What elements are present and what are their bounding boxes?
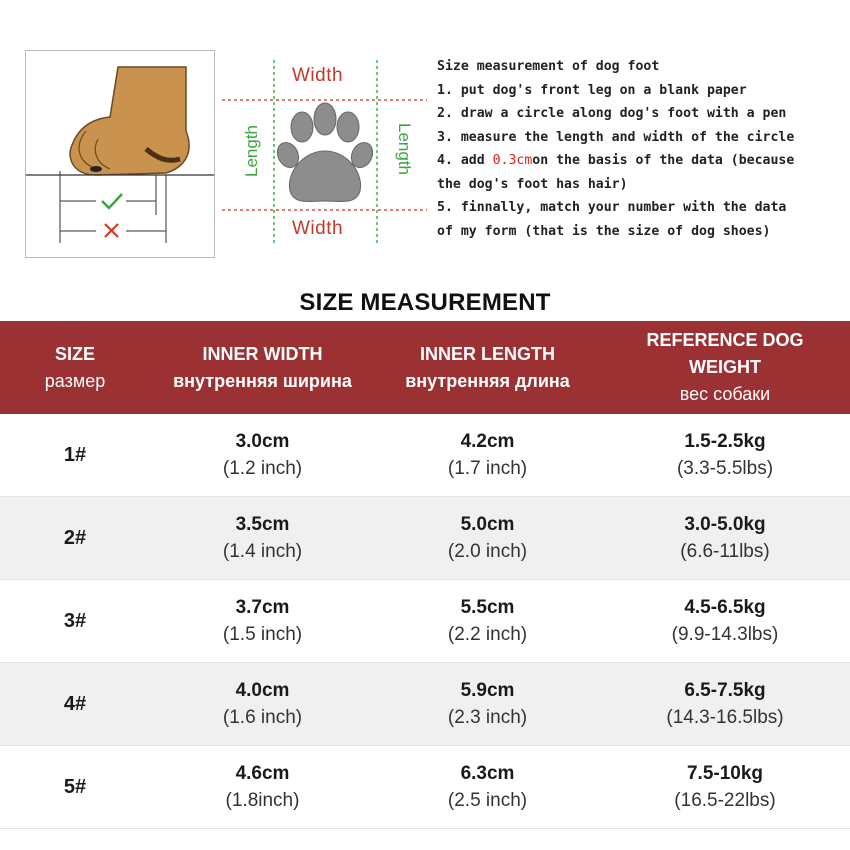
table-row — [0, 497, 850, 580]
weight-cell — [600, 594, 850, 648]
instructions-heading: Size measurement of dog foot — [437, 59, 660, 74]
weight-kg: 6.5-7.5kg — [684, 680, 766, 701]
weight-cell — [600, 428, 850, 482]
instruction-step: of my form (that is the size of dog shoes) — [437, 223, 771, 239]
weight-cell — [600, 511, 850, 565]
width-inch: (1.4 inch) — [222, 541, 303, 562]
width-label-top: Width — [292, 65, 344, 86]
size-cell: 4# — [63, 692, 87, 715]
length-cm: 5.5cm — [460, 597, 515, 618]
weight-lbs: (9.9-14.3lbs) — [671, 624, 779, 645]
weight-kg: 1.5-2.5kg — [684, 431, 766, 452]
weight-lbs: (16.5-22lbs) — [674, 790, 776, 811]
size-table — [0, 321, 850, 829]
weight-kg: 7.5-10kg — [686, 763, 764, 784]
header-width — [150, 341, 375, 395]
instruction-step: 1. put dog's front leg on a blank paper — [437, 82, 747, 98]
length-cm: 5.0cm — [460, 514, 515, 535]
header-length-en: INNER LENGTH — [420, 343, 555, 364]
width-inch: (1.8inch) — [225, 790, 300, 811]
instruction-step-4 — [437, 149, 837, 173]
size-cell: 1# — [63, 443, 87, 466]
length-inch: (1.7 inch) — [447, 458, 528, 479]
header-length-ru: внутренняя длина — [405, 370, 570, 391]
header-size — [0, 341, 150, 395]
length-cm: 4.2cm — [460, 431, 515, 452]
table-row — [0, 580, 850, 663]
length-inch: (2.0 inch) — [447, 541, 528, 562]
paw-diagram — [222, 55, 427, 255]
width-inch: (1.2 inch) — [222, 458, 303, 479]
weight-lbs: (14.3-16.5lbs) — [666, 707, 784, 728]
weight-cell — [600, 760, 850, 814]
width-cell — [150, 677, 375, 731]
width-cm: 4.6cm — [235, 763, 290, 784]
measurement-guide — [0, 0, 850, 285]
width-cell — [150, 511, 375, 565]
weight-kg: 3.0-5.0kg — [684, 514, 766, 535]
length-cell — [375, 428, 600, 482]
hair-allowance: 0.3cm — [492, 153, 533, 168]
width-cm: 4.0cm — [235, 680, 290, 701]
size-cell: 5# — [63, 775, 87, 798]
width-cm: 3.7cm — [235, 597, 290, 618]
width-cm: 3.0cm — [235, 431, 290, 452]
header-width-ru: внутренняя ширина — [173, 370, 352, 391]
foot-illustration — [25, 50, 215, 258]
instruction-step: 2. draw a circle along dog's foot with a pen — [437, 106, 787, 121]
instruction-step: 3. measure the length and width of the circle — [437, 129, 795, 145]
instruction-step: the dog's foot has hair) — [437, 176, 628, 192]
table-row — [0, 746, 850, 829]
header-size-ru: размер — [44, 370, 106, 391]
width-inch: (1.6 inch) — [222, 707, 303, 728]
length-cm: 6.3cm — [460, 763, 515, 784]
size-cell: 2# — [63, 526, 87, 549]
weight-lbs: (6.6-11lbs) — [680, 541, 770, 562]
length-cell — [375, 677, 600, 731]
check-icon — [102, 194, 122, 208]
header-size-en: SIZE — [54, 343, 95, 364]
header-weight — [600, 327, 850, 408]
width-label-bottom: Width — [292, 218, 344, 239]
length-inch: (2.3 inch) — [447, 707, 528, 728]
length-cm: 5.9cm — [460, 680, 515, 701]
length-inch: (2.2 inch) — [447, 624, 528, 645]
width-inch: (1.5 inch) — [222, 624, 303, 645]
length-label-right: Length — [395, 123, 414, 175]
weight-cell — [600, 677, 850, 731]
width-cell — [150, 594, 375, 648]
table-row — [0, 414, 850, 497]
width-cell — [150, 760, 375, 814]
header-weight-en-1: REFERENCE DOG — [646, 330, 804, 350]
instruction-step: 5. finnally, match your number with the data — [437, 200, 787, 215]
foot-drawing — [26, 51, 214, 257]
step-4-suffix: on the basis of the data (because — [532, 153, 795, 168]
table-header — [0, 321, 850, 414]
table-title: SIZE MEASUREMENT — [299, 289, 551, 316]
length-inch: (2.5 inch) — [447, 790, 528, 811]
weight-kg: 4.5-6.5kg — [684, 597, 766, 618]
header-length — [375, 341, 600, 395]
weight-lbs: (3.3-5.5lbs) — [676, 458, 774, 479]
step-4-prefix: 4. add — [437, 153, 485, 168]
instructions — [437, 55, 837, 243]
length-label-left: Length — [242, 125, 261, 177]
length-cell — [375, 511, 600, 565]
length-cell — [375, 594, 600, 648]
width-cell — [150, 428, 375, 482]
length-cell — [375, 760, 600, 814]
cross-icon — [105, 224, 118, 237]
paw-icon — [273, 103, 376, 202]
header-weight-en-2: WEIGHT — [689, 357, 761, 377]
width-cm: 3.5cm — [235, 514, 290, 535]
header-weight-ru: вес собаки — [679, 384, 771, 404]
size-cell: 3# — [63, 609, 87, 632]
table-row — [0, 663, 850, 746]
header-width-en: INNER WIDTH — [202, 343, 323, 364]
